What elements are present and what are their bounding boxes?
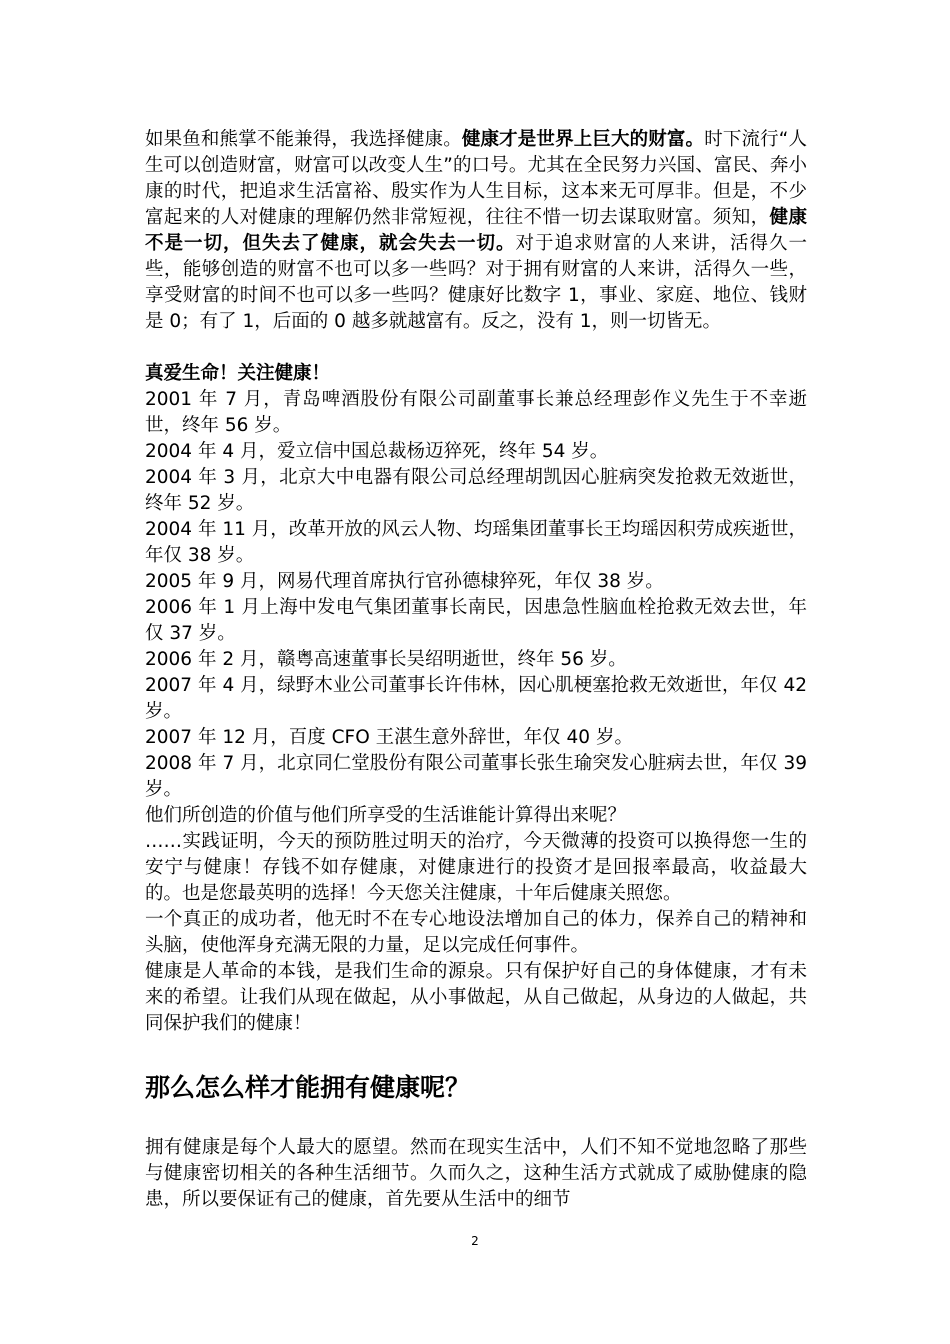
list-item: 2006 年 1 月上海中发电气集团董事长南民，因患急性脑血栓抢救无效去世，年仅 37 岁。 [145, 597, 807, 644]
list-item: 2005 年 9 月，网易代理首席执行官孙德棣猝死，年仅 38 岁。 [145, 571, 664, 592]
intro-text-1: 如果鱼和熊掌不能兼得，我选择健康。 [145, 129, 462, 150]
intro-bold-2: 健康不是一切，但失去了健康，就会失去一切。 [145, 207, 807, 254]
closing-paragraph: ……实践证明，今天的预防胜过明天的治疗，今天微薄的投资可以换得您一生的安宁与健康！存钱不如存健康，对健康进行的投资才是回报率最高，收益最大的。也是您最英明的选择！今天您关注健康，十年后健康关照您。 [145, 831, 807, 904]
section-title: 那么怎么样才能拥有健康呢？ [145, 1073, 471, 1102]
list-item: 2007 年 4 月，绿野木业公司董事长许伟林，因心肌梗塞抢救无效逝世，年仅 42 岁。 [145, 675, 807, 722]
intro-paragraph [145, 127, 807, 335]
intro-bold-1: 健康才是世界上巨大的财富。 [461, 129, 705, 150]
list-item: 2008 年 7 月，北京同仁堂股份有限公司董事长张生瑜突发心脏病去世，年仅 39 岁。 [145, 753, 807, 800]
closing-paragraph: 一个真正的成功者，他无时不在专心地设法增加自己的体力，保养自己的精神和头脑，使他浑身充满无限的力量，足以完成任何事件。 [145, 909, 807, 956]
page-number: 2 [471, 1234, 479, 1248]
obituary-list [145, 387, 807, 803]
list-item: 2004 年 4 月，爱立信中国总裁杨迈猝死，终年 54 岁。 [145, 441, 609, 462]
list-item: 2006 年 2 月，赣粤高速董事长吴绍明逝世，终年 56 岁。 [145, 649, 627, 670]
closing-paragraphs [145, 803, 807, 1037]
intro-text-3: 对于追求财富的人来讲，活得久一些，能够创造的财富不也可以多一些吗？对于拥有财富的人来讲，活得久一些，享受财富的时间不也可以多一些吗？健康好比数字 1，事业、家庭、地位、钱财是 0；有了 1，后面的 0 越多就越富有。反之，没有 1，则一切皆无。 [145, 233, 807, 332]
closing-paragraph: 健康是人革命的本钱，是我们生命的源泉。只有保护好自己的身体健康，才有未来的希望。让我们从现在做起，从小事做起，从自己做起，从身边的人做起，共同保护我们的健康！ [145, 961, 807, 1034]
list-item: 2004 年 11 月，改革开放的风云人物、均瑶集团董事长王均瑶因积劳成疾逝世，年仅 38 岁。 [145, 519, 807, 566]
intro-text-2: 时下流行“人生可以创造财富，财富可以改变人生”的口号。尤其在全民努力兴国、富民、奔小康的时代，把追求生活富裕、殷实作为人生目标，这本来无可厚非。但是，不少富起来的人对健康的理解仍然非常短视，往往不惜一切去谋取财富。须知， [145, 129, 807, 228]
list-item: 2004 年 3 月，北京大中电器有限公司总经理胡凯因心脏病突发抢救无效逝世，终年 52 岁。 [145, 467, 807, 514]
final-paragraph: 拥有健康是每个人最大的愿望。然而在现实生活中，人们不知不觉地忽略了那些与健康密切相关的各种生活细节。久而久之，这种生活方式就成了威胁健康的隐患，所以要保证有己的健康，首先要从生活中的细节 [145, 1137, 807, 1210]
section-heading: 真爱生命！关注健康！ [145, 363, 331, 384]
page-content [145, 127, 807, 1213]
closing-paragraph: 他们所创造的价值与他们所享受的生活谁能计算得出来呢？ [145, 805, 627, 826]
list-item: 2007 年 12 月，百度 CFO 王湛生意外辞世，年仅 40 岁。 [145, 727, 633, 748]
list-item: 2001 年 7 月，青岛啤酒股份有限公司副董事长兼总经理彭作义先生于不幸逝世，终年 56 岁。 [145, 389, 807, 436]
